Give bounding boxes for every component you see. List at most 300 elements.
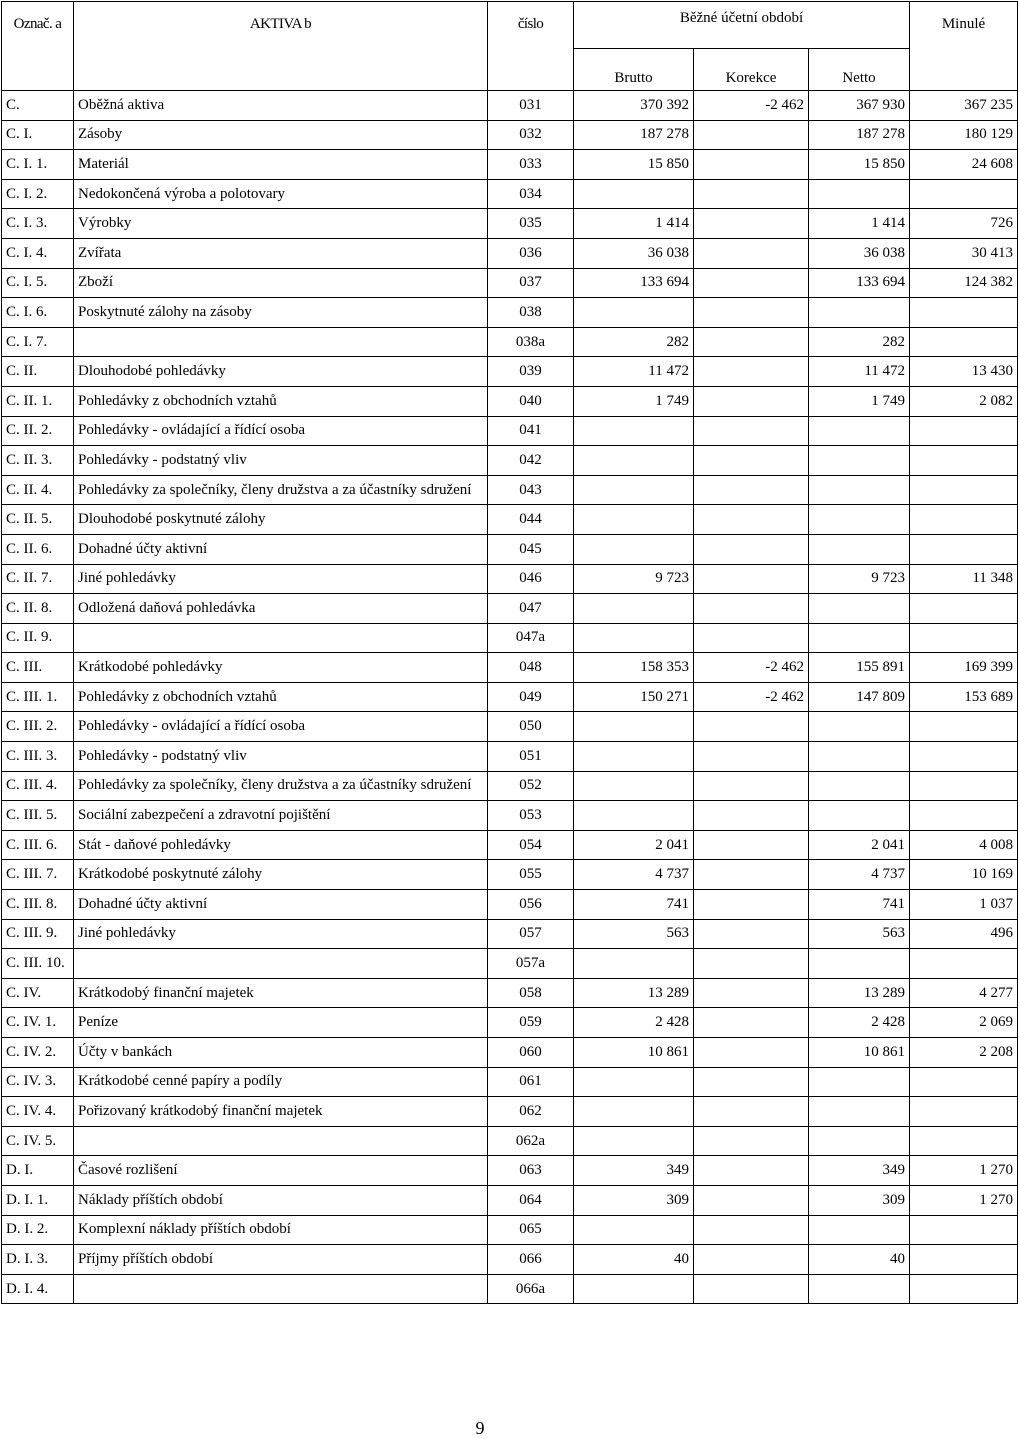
row-korekce bbox=[694, 120, 809, 150]
row-previous bbox=[910, 623, 1018, 653]
row-previous: 24 608 bbox=[910, 150, 1018, 180]
table-row bbox=[2, 268, 1018, 298]
row-brutto: 370 392 bbox=[574, 91, 694, 121]
row-netto: 349 bbox=[809, 1156, 910, 1186]
row-previous bbox=[910, 1245, 1018, 1275]
row-previous: 124 382 bbox=[910, 268, 1018, 298]
table-row bbox=[2, 712, 1018, 742]
row-brutto bbox=[574, 505, 694, 535]
row-code: 064 bbox=[488, 1185, 574, 1215]
row-name: Jiné pohledávky bbox=[74, 564, 488, 594]
row-netto bbox=[809, 712, 910, 742]
row-netto: 2 041 bbox=[809, 830, 910, 860]
row-netto bbox=[809, 771, 910, 801]
row-netto: 563 bbox=[809, 919, 910, 949]
row-mark: C. I. 4. bbox=[2, 238, 74, 268]
row-netto: 9 723 bbox=[809, 564, 910, 594]
row-code: 037 bbox=[488, 268, 574, 298]
row-netto: 309 bbox=[809, 1185, 910, 1215]
row-mark: C. III. 1. bbox=[2, 682, 74, 712]
row-netto: 13 289 bbox=[809, 978, 910, 1008]
row-netto: 11 472 bbox=[809, 357, 910, 387]
row-korekce bbox=[694, 505, 809, 535]
row-korekce bbox=[694, 179, 809, 209]
row-previous: 30 413 bbox=[910, 238, 1018, 268]
row-brutto bbox=[574, 179, 694, 209]
row-mark: C. II. 5. bbox=[2, 505, 74, 535]
row-code: 057a bbox=[488, 949, 574, 979]
table-row bbox=[2, 1126, 1018, 1156]
row-previous: 180 129 bbox=[910, 120, 1018, 150]
row-code: 041 bbox=[488, 416, 574, 446]
row-brutto bbox=[574, 416, 694, 446]
row-code: 065 bbox=[488, 1215, 574, 1245]
row-korekce bbox=[694, 1185, 809, 1215]
row-mark: C. I. bbox=[2, 120, 74, 150]
row-mark: C. II. 7. bbox=[2, 564, 74, 594]
row-brutto bbox=[574, 801, 694, 831]
row-korekce bbox=[694, 1156, 809, 1186]
row-name: Dlouhodobé poskytnuté zálohy bbox=[74, 505, 488, 535]
row-mark: C. III. 7. bbox=[2, 860, 74, 890]
row-mark: C. I. 7. bbox=[2, 327, 74, 357]
row-previous bbox=[910, 534, 1018, 564]
header-number: číslo bbox=[488, 2, 574, 91]
row-brutto bbox=[574, 949, 694, 979]
row-name: Dlouhodobé pohledávky bbox=[74, 357, 488, 387]
row-mark: C. I. 6. bbox=[2, 298, 74, 328]
row-brutto bbox=[574, 534, 694, 564]
row-code: 049 bbox=[488, 682, 574, 712]
row-brutto: 40 bbox=[574, 1245, 694, 1275]
row-brutto bbox=[574, 1215, 694, 1245]
row-netto: 741 bbox=[809, 890, 910, 920]
row-brutto: 133 694 bbox=[574, 268, 694, 298]
row-mark: C. II. 3. bbox=[2, 446, 74, 476]
row-code: 050 bbox=[488, 712, 574, 742]
row-korekce bbox=[694, 209, 809, 239]
row-mark: C. IV. 5. bbox=[2, 1126, 74, 1156]
row-name: Výrobky bbox=[74, 209, 488, 239]
row-code: 053 bbox=[488, 801, 574, 831]
row-korekce bbox=[694, 386, 809, 416]
row-previous bbox=[910, 1126, 1018, 1156]
page-number: 9 bbox=[475, 1418, 485, 1438]
row-code: 038a bbox=[488, 327, 574, 357]
row-name: Peníze bbox=[74, 1008, 488, 1038]
table-row bbox=[2, 534, 1018, 564]
row-mark: C. I. 5. bbox=[2, 268, 74, 298]
row-mark: C. I. 2. bbox=[2, 179, 74, 209]
row-name: Poskytnuté zálohy na zásoby bbox=[74, 298, 488, 328]
row-code: 047 bbox=[488, 594, 574, 624]
row-previous bbox=[910, 446, 1018, 476]
row-mark: D. I. 4. bbox=[2, 1274, 74, 1304]
row-brutto: 15 850 bbox=[574, 150, 694, 180]
table-row bbox=[2, 653, 1018, 683]
row-brutto: 1 749 bbox=[574, 386, 694, 416]
row-code: 046 bbox=[488, 564, 574, 594]
row-brutto bbox=[574, 594, 694, 624]
row-previous bbox=[910, 1274, 1018, 1304]
row-previous bbox=[910, 594, 1018, 624]
row-previous bbox=[910, 712, 1018, 742]
row-netto bbox=[809, 1067, 910, 1097]
row-korekce bbox=[694, 238, 809, 268]
row-korekce bbox=[694, 1038, 809, 1068]
row-korekce bbox=[694, 1067, 809, 1097]
row-code: 035 bbox=[488, 209, 574, 239]
row-mark: C. IV. 3. bbox=[2, 1067, 74, 1097]
row-brutto bbox=[574, 298, 694, 328]
row-netto: 155 891 bbox=[809, 653, 910, 683]
row-name bbox=[74, 1274, 488, 1304]
table-row bbox=[2, 91, 1018, 121]
row-name: Krátkodobé cenné papíry a podíly bbox=[74, 1067, 488, 1097]
row-code: 066 bbox=[488, 1245, 574, 1275]
row-code: 036 bbox=[488, 238, 574, 268]
row-korekce bbox=[694, 357, 809, 387]
row-name: Zvířata bbox=[74, 238, 488, 268]
row-netto bbox=[809, 1097, 910, 1127]
table-row bbox=[2, 357, 1018, 387]
row-korekce bbox=[694, 1215, 809, 1245]
header-assets: AKTIVA b bbox=[74, 2, 488, 91]
row-name: Jiné pohledávky bbox=[74, 919, 488, 949]
row-name: Sociální zabezpečení a zdravotní pojištění bbox=[74, 801, 488, 831]
row-netto: 367 930 bbox=[809, 91, 910, 121]
row-code: 062a bbox=[488, 1126, 574, 1156]
row-name: Nedokončená výroba a polotovary bbox=[74, 179, 488, 209]
row-mark: D. I. 1. bbox=[2, 1185, 74, 1215]
row-korekce bbox=[694, 446, 809, 476]
row-previous: 496 bbox=[910, 919, 1018, 949]
row-netto bbox=[809, 1126, 910, 1156]
row-previous: 11 348 bbox=[910, 564, 1018, 594]
row-korekce bbox=[694, 890, 809, 920]
row-netto bbox=[809, 416, 910, 446]
row-brutto: 349 bbox=[574, 1156, 694, 1186]
row-code: 031 bbox=[488, 91, 574, 121]
table-row bbox=[2, 120, 1018, 150]
row-previous bbox=[910, 801, 1018, 831]
row-code: 058 bbox=[488, 978, 574, 1008]
row-code: 034 bbox=[488, 179, 574, 209]
row-brutto: 9 723 bbox=[574, 564, 694, 594]
row-brutto bbox=[574, 1274, 694, 1304]
row-korekce bbox=[694, 919, 809, 949]
row-netto bbox=[809, 1215, 910, 1245]
row-previous: 726 bbox=[910, 209, 1018, 239]
row-previous bbox=[910, 179, 1018, 209]
row-korekce bbox=[694, 1245, 809, 1275]
table-row bbox=[2, 742, 1018, 772]
row-brutto bbox=[574, 742, 694, 772]
header-korekce: Korekce bbox=[694, 49, 809, 91]
row-korekce bbox=[694, 742, 809, 772]
row-name: Oběžná aktiva bbox=[74, 91, 488, 121]
row-code: 059 bbox=[488, 1008, 574, 1038]
row-brutto: 1 414 bbox=[574, 209, 694, 239]
row-korekce: -2 462 bbox=[694, 91, 809, 121]
row-mark: D. I. 3. bbox=[2, 1245, 74, 1275]
row-korekce bbox=[694, 150, 809, 180]
row-code: 039 bbox=[488, 357, 574, 387]
row-name bbox=[74, 1126, 488, 1156]
table-row bbox=[2, 1245, 1018, 1275]
row-mark: C. III. 3. bbox=[2, 742, 74, 772]
table-row bbox=[2, 179, 1018, 209]
row-previous bbox=[910, 416, 1018, 446]
row-code: 033 bbox=[488, 150, 574, 180]
row-name: Časové rozlišení bbox=[74, 1156, 488, 1186]
row-korekce bbox=[694, 1008, 809, 1038]
row-brutto: 10 861 bbox=[574, 1038, 694, 1068]
row-code: 060 bbox=[488, 1038, 574, 1068]
row-netto: 4 737 bbox=[809, 860, 910, 890]
row-mark: C. III. 4. bbox=[2, 771, 74, 801]
row-name: Náklady příštích období bbox=[74, 1185, 488, 1215]
row-brutto bbox=[574, 446, 694, 476]
row-mark: C. IV. 2. bbox=[2, 1038, 74, 1068]
table-row bbox=[2, 1274, 1018, 1304]
row-korekce: -2 462 bbox=[694, 653, 809, 683]
row-mark: C. III. bbox=[2, 653, 74, 683]
row-name: Dohadné účty aktivní bbox=[74, 534, 488, 564]
row-previous bbox=[910, 1215, 1018, 1245]
table-row bbox=[2, 860, 1018, 890]
row-netto: 1 749 bbox=[809, 386, 910, 416]
row-brutto: 2 428 bbox=[574, 1008, 694, 1038]
row-previous: 4 008 bbox=[910, 830, 1018, 860]
row-mark: C. III. 8. bbox=[2, 890, 74, 920]
table-body bbox=[2, 91, 1018, 1304]
row-name: Účty v bankách bbox=[74, 1038, 488, 1068]
row-previous: 367 235 bbox=[910, 91, 1018, 121]
row-netto bbox=[809, 475, 910, 505]
row-brutto: 11 472 bbox=[574, 357, 694, 387]
row-mark: C. I. 1. bbox=[2, 150, 74, 180]
row-name: Odložená daňová pohledávka bbox=[74, 594, 488, 624]
header-current-period: Běžné účetní období bbox=[574, 2, 910, 49]
row-netto: 1 414 bbox=[809, 209, 910, 239]
row-korekce bbox=[694, 949, 809, 979]
row-code: 044 bbox=[488, 505, 574, 535]
row-brutto: 150 271 bbox=[574, 682, 694, 712]
row-code: 061 bbox=[488, 1067, 574, 1097]
row-korekce bbox=[694, 534, 809, 564]
table-row bbox=[2, 771, 1018, 801]
row-previous: 10 169 bbox=[910, 860, 1018, 890]
row-code: 063 bbox=[488, 1156, 574, 1186]
row-mark: C. II. 6. bbox=[2, 534, 74, 564]
row-name: Krátkodobý finanční majetek bbox=[74, 978, 488, 1008]
header-netto: Netto bbox=[809, 49, 910, 91]
row-name: Pohledávky - podstatný vliv bbox=[74, 446, 488, 476]
row-netto bbox=[809, 742, 910, 772]
row-name: Pořizovaný krátkodobý finanční majetek bbox=[74, 1097, 488, 1127]
row-mark: C. IV. 4. bbox=[2, 1097, 74, 1127]
table-row bbox=[2, 830, 1018, 860]
row-korekce bbox=[694, 978, 809, 1008]
row-brutto: 13 289 bbox=[574, 978, 694, 1008]
balance-sheet-table bbox=[1, 1, 1018, 1304]
row-previous bbox=[910, 505, 1018, 535]
row-name: Zboží bbox=[74, 268, 488, 298]
row-netto bbox=[809, 801, 910, 831]
row-korekce bbox=[694, 475, 809, 505]
table-row bbox=[2, 801, 1018, 831]
table-row bbox=[2, 594, 1018, 624]
row-netto: 10 861 bbox=[809, 1038, 910, 1068]
row-code: 057 bbox=[488, 919, 574, 949]
row-name: Pohledávky - ovládající a řídící osoba bbox=[74, 416, 488, 446]
row-brutto: 36 038 bbox=[574, 238, 694, 268]
row-previous: 4 277 bbox=[910, 978, 1018, 1008]
row-korekce bbox=[694, 860, 809, 890]
row-netto bbox=[809, 1274, 910, 1304]
row-code: 038 bbox=[488, 298, 574, 328]
row-code: 051 bbox=[488, 742, 574, 772]
row-brutto bbox=[574, 623, 694, 653]
row-netto bbox=[809, 179, 910, 209]
table-row bbox=[2, 416, 1018, 446]
row-code: 043 bbox=[488, 475, 574, 505]
row-brutto bbox=[574, 1097, 694, 1127]
row-previous bbox=[910, 949, 1018, 979]
table-row bbox=[2, 949, 1018, 979]
table-row bbox=[2, 919, 1018, 949]
row-korekce bbox=[694, 1126, 809, 1156]
row-korekce bbox=[694, 623, 809, 653]
row-mark: C. III. 6. bbox=[2, 830, 74, 860]
row-mark: C. IV. 1. bbox=[2, 1008, 74, 1038]
table-row bbox=[2, 1038, 1018, 1068]
row-netto: 133 694 bbox=[809, 268, 910, 298]
row-netto bbox=[809, 298, 910, 328]
row-mark: C. II. 8. bbox=[2, 594, 74, 624]
row-brutto: 309 bbox=[574, 1185, 694, 1215]
row-previous bbox=[910, 1097, 1018, 1127]
header-previous: Minulé bbox=[910, 2, 1018, 91]
row-name: Pohledávky z obchodních vztahů bbox=[74, 386, 488, 416]
row-korekce bbox=[694, 1274, 809, 1304]
row-brutto bbox=[574, 771, 694, 801]
row-name: Komplexní náklady příštích období bbox=[74, 1215, 488, 1245]
row-name: Zásoby bbox=[74, 120, 488, 150]
row-brutto: 563 bbox=[574, 919, 694, 949]
table-row bbox=[2, 238, 1018, 268]
row-name: Pohledávky - ovládající a řídící osoba bbox=[74, 712, 488, 742]
row-previous bbox=[910, 475, 1018, 505]
row-brutto: 158 353 bbox=[574, 653, 694, 683]
row-previous: 2 082 bbox=[910, 386, 1018, 416]
table-row bbox=[2, 505, 1018, 535]
table-row bbox=[2, 890, 1018, 920]
table-row bbox=[2, 1097, 1018, 1127]
row-korekce bbox=[694, 830, 809, 860]
table-row bbox=[2, 1185, 1018, 1215]
table-row bbox=[2, 623, 1018, 653]
table-row bbox=[2, 564, 1018, 594]
row-korekce bbox=[694, 564, 809, 594]
row-mark: C. bbox=[2, 91, 74, 121]
row-netto: 15 850 bbox=[809, 150, 910, 180]
row-netto bbox=[809, 949, 910, 979]
table-row bbox=[2, 298, 1018, 328]
row-previous bbox=[910, 771, 1018, 801]
row-code: 048 bbox=[488, 653, 574, 683]
row-brutto bbox=[574, 1067, 694, 1097]
row-code: 042 bbox=[488, 446, 574, 476]
row-previous: 13 430 bbox=[910, 357, 1018, 387]
row-korekce bbox=[694, 771, 809, 801]
row-mark: C. II. 9. bbox=[2, 623, 74, 653]
row-previous bbox=[910, 298, 1018, 328]
row-brutto bbox=[574, 1126, 694, 1156]
row-netto: 36 038 bbox=[809, 238, 910, 268]
row-mark: C. III. 2. bbox=[2, 712, 74, 742]
row-brutto: 187 278 bbox=[574, 120, 694, 150]
row-name: Materiál bbox=[74, 150, 488, 180]
row-netto bbox=[809, 446, 910, 476]
row-name: Stát - daňové pohledávky bbox=[74, 830, 488, 860]
row-mark: C. II. 1. bbox=[2, 386, 74, 416]
row-mark: C. III. 9. bbox=[2, 919, 74, 949]
row-brutto: 2 041 bbox=[574, 830, 694, 860]
row-mark: D. I. 2. bbox=[2, 1215, 74, 1245]
row-name: Krátkodobé poskytnuté zálohy bbox=[74, 860, 488, 890]
row-mark: C. II. 4. bbox=[2, 475, 74, 505]
row-korekce bbox=[694, 327, 809, 357]
row-mark: C. IV. bbox=[2, 978, 74, 1008]
row-name: Dohadné účty aktivní bbox=[74, 890, 488, 920]
table-row bbox=[2, 150, 1018, 180]
row-previous bbox=[910, 742, 1018, 772]
header-row-top bbox=[2, 2, 1018, 49]
table-row bbox=[2, 386, 1018, 416]
row-korekce bbox=[694, 712, 809, 742]
row-previous bbox=[910, 1067, 1018, 1097]
row-mark: D. I. bbox=[2, 1156, 74, 1186]
row-code: 055 bbox=[488, 860, 574, 890]
row-netto bbox=[809, 623, 910, 653]
row-mark: C. II. 2. bbox=[2, 416, 74, 446]
table-row bbox=[2, 1008, 1018, 1038]
row-korekce bbox=[694, 594, 809, 624]
row-name bbox=[74, 949, 488, 979]
header-mark: Označ. a bbox=[2, 2, 74, 91]
table-row bbox=[2, 1156, 1018, 1186]
row-mark: C. II. bbox=[2, 357, 74, 387]
row-code: 054 bbox=[488, 830, 574, 860]
row-netto: 40 bbox=[809, 1245, 910, 1275]
row-previous bbox=[910, 327, 1018, 357]
row-previous: 1 270 bbox=[910, 1156, 1018, 1186]
row-mark: C. III. 5. bbox=[2, 801, 74, 831]
row-previous: 2 208 bbox=[910, 1038, 1018, 1068]
row-code: 045 bbox=[488, 534, 574, 564]
row-code: 066a bbox=[488, 1274, 574, 1304]
table-row bbox=[2, 682, 1018, 712]
row-previous: 169 399 bbox=[910, 653, 1018, 683]
row-netto: 187 278 bbox=[809, 120, 910, 150]
row-code: 062 bbox=[488, 1097, 574, 1127]
table-row bbox=[2, 1215, 1018, 1245]
row-name: Pohledávky z obchodních vztahů bbox=[74, 682, 488, 712]
row-korekce bbox=[694, 298, 809, 328]
row-brutto: 282 bbox=[574, 327, 694, 357]
